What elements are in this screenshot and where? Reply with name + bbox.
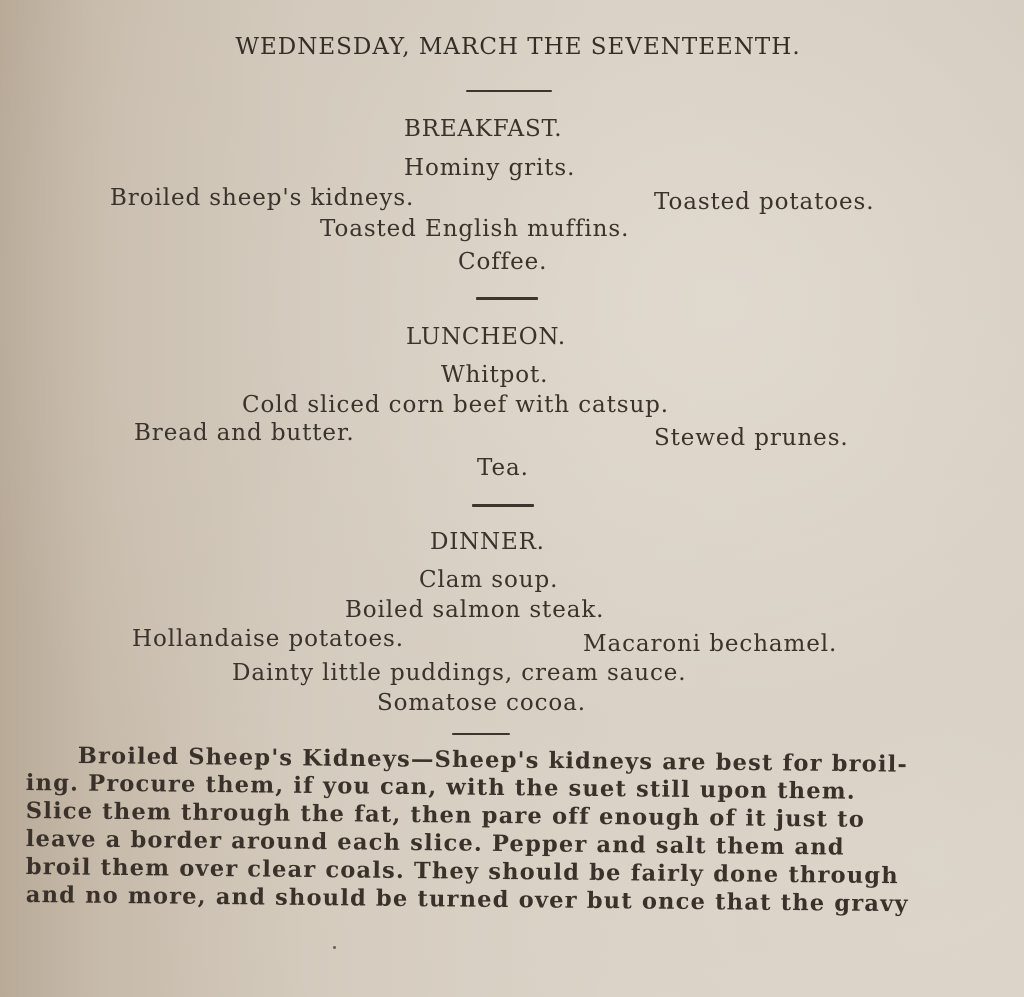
menu-item: Bread and butter. [134, 420, 355, 446]
luncheon-divider [472, 504, 534, 507]
menu-item: Dainty little puddings, cream sauce. [232, 660, 687, 686]
page-title: WEDNESDAY, MARCH THE SEVENTEENTH. [235, 34, 801, 60]
paper-speck [333, 946, 336, 949]
menu-item: Stewed prunes. [654, 425, 849, 451]
recipe-line: Broiled Sheep's Kidneys—Sheep's kidneys are best for broil- [77, 743, 909, 778]
breakfast-divider [476, 297, 538, 300]
dinner-heading: DINNER. [430, 529, 545, 555]
menu-item: Toasted English muffins. [320, 216, 630, 242]
recipe-line: leave a border around each slice. Pepper and salt them and [25, 826, 845, 861]
breakfast-heading: BREAKFAST. [404, 116, 563, 142]
title-divider [466, 90, 552, 92]
menu-item: Boiled salmon steak. [345, 597, 605, 623]
recipe-line: ing. Procure them, if you can, with the suet still upon them. [25, 770, 856, 805]
menu-item: Whitpot. [441, 362, 549, 388]
menu-item: Broiled sheep's kidneys. [110, 185, 415, 211]
luncheon-heading: LUNCHEON. [406, 324, 566, 350]
menu-item: Coffee. [458, 249, 548, 275]
menu-item: Macaroni bechamel. [583, 631, 838, 657]
menu-item: Clam soup. [419, 567, 559, 593]
menu-item: Tea. [477, 455, 529, 481]
recipe-line: and no more, and should be turned over but once that the gravy [25, 882, 909, 918]
menu-item: Somatose cocoa. [377, 690, 586, 716]
menu-item: Toasted potatoes. [654, 189, 875, 215]
recipe-line: broil them over clear coals. They should be fairly done through [25, 854, 899, 890]
dinner-divider [452, 733, 510, 735]
menu-item: Cold sliced corn beef with catsup. [242, 392, 669, 418]
recipe-line: Slice them through the fat, then pare off enough of it just to [25, 798, 866, 833]
menu-item: Hominy grits. [404, 155, 576, 181]
menu-item: Hollandaise potatoes. [132, 626, 404, 652]
